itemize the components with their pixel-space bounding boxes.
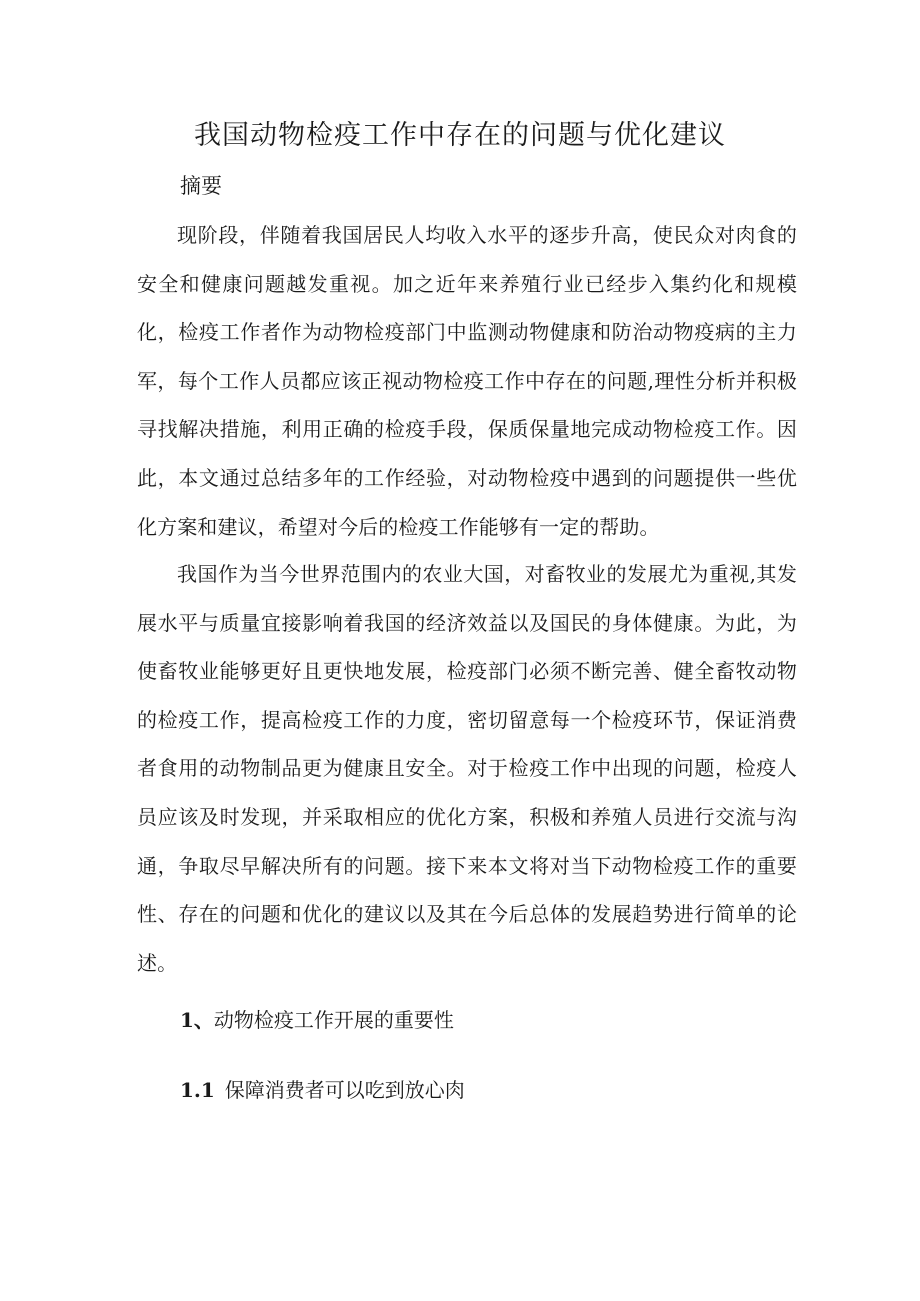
abstract-heading: 摘要 [180,174,222,198]
section-title: 保障消费者可以吃到放心肉 [224,1078,465,1102]
section-title: 动物检疫工作开展的重要性 [213,1008,454,1032]
abstract-paragraph-2: 我国作为当今世界范围内的农业大国，对畜牧业的发展尤为重视,其发展水平与质量宜接影响着我国的经济效益以及国民的身体健康。为此，为使畜牧业能够更好且更快地发展，检疫部门必须不断完善、健全畜牧动物的检疫工作，提高检疫工作的力度，密切留意每一个检疫环节，保证消费者食用的动物制品更为健康且安全。对于检疫工作中出现的问题，检疫人员应该及时发现，并采取相应的优化方案，积极和养殖人员进行交流与沟通，争取尽早解决所有的问题。接下来本文将对当下动物检疫工作的重要性、存在的问题和优化的建议以及其在今后总体的发展趋势进行简单的论述。 [137,562,797,975]
abstract-paragraph-1: 现阶段，伴随着我国居民人均收入水平的逐步升高，使民众对肉食的安全和健康问题越发重视。加之近年来养殖行业已经步入集约化和规模化，检疫工作者作为动物检疫部门中监测动物健康和防治动物疫病的主力军，每个工作人员都应该正视动物检疫工作中存在的问题,理性分析并积极寻找解决措施，利用正确的检疫手段，保质保量地完成动物检疫工作。因此，本文通过总结多年的工作经验，对动物检疫中遇到的问题提供一些优化方案和建议，希望对今后的检疫工作能够有一定的帮助。 [137,223,797,539]
document-title: 我国动物检疫工作中存在的问题与优化建议 [194,120,726,151]
section-heading-1 [180,1004,454,1036]
section-heading-1-1 [180,1074,465,1106]
section-number: 1.1 [180,1078,215,1102]
section-number: 1、 [180,1008,214,1032]
